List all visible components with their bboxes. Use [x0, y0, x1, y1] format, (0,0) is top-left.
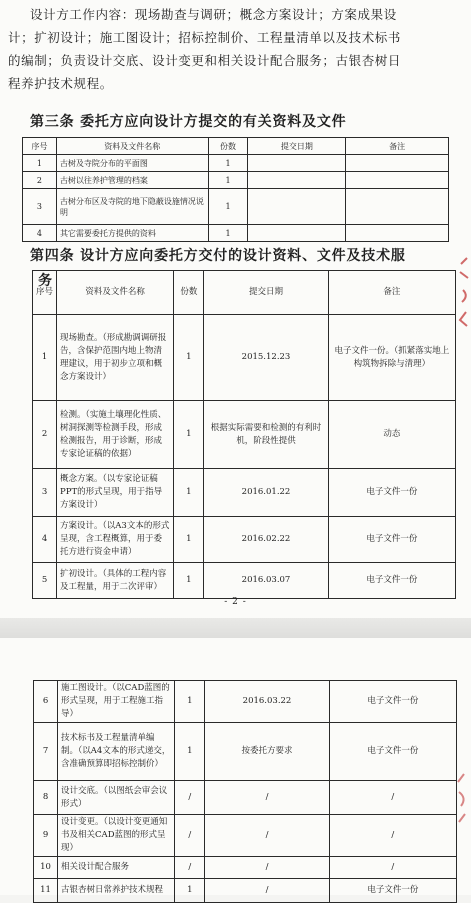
- row-number: 8: [34, 781, 58, 815]
- row-note: 动态: [328, 401, 455, 469]
- article-3-heading: 第三条 委托方应向设计方提交的有关资料及文件: [30, 114, 347, 130]
- row-name: 其它需要委托方提供的资料: [56, 225, 208, 242]
- header-cell: 份数: [174, 271, 204, 315]
- row-number: 4: [23, 225, 57, 242]
- intro-line: 设计方工作内容：现场勘查与调研；概念方案设计；方案成果设: [30, 7, 397, 22]
- row-note: 电子文件一份: [328, 517, 455, 563]
- header-cell: 序号: [23, 138, 57, 155]
- red-stamp-mark: [457, 250, 471, 340]
- row-note: [346, 225, 449, 242]
- row-date: 按委托方要求: [205, 723, 329, 781]
- row-date: 2016.02.22: [204, 517, 328, 563]
- row-name: 古银杏树日常养护技术规程: [58, 879, 175, 903]
- row-number: 2: [23, 172, 57, 189]
- row-name: 施工图设计。（以CAD蓝图的形式呈现，用于工程施工指导）: [58, 681, 175, 723]
- intro-paragraph: [8, 3, 455, 95]
- row-note: 电子文件一份: [328, 563, 455, 599]
- row-number: 4: [33, 517, 57, 563]
- row-copies: 1: [208, 172, 248, 189]
- page-number: - 2 -: [224, 597, 247, 607]
- row-name: 古树分布区及寺院的地下隐蔽设施情况说明: [56, 189, 208, 225]
- row-date: /: [205, 857, 329, 879]
- row-number: 1: [23, 155, 57, 172]
- row-date: 2016.01.22: [204, 469, 328, 517]
- row-name: 现场勘查。（形成勘调调研报告，含保护范围内地上物清理建议，用于初步立项和概念方案设计）: [57, 315, 174, 401]
- header-cell: 资料及文件名称: [57, 271, 174, 315]
- row-copies: /: [175, 781, 205, 815]
- table-row: [23, 189, 449, 225]
- page-separator: [0, 618, 471, 638]
- row-number: 11: [34, 879, 58, 903]
- row-name: 方案设计。（以A3文本的形式呈现，含工程概算，用于委托方进行资金申请）: [57, 517, 174, 563]
- row-copies: 1: [175, 681, 205, 723]
- row-date: /: [205, 879, 329, 903]
- table-header-row: [33, 271, 456, 315]
- row-name: 检测。（实施土壤理化性质、树洞探测等检测手段，形成检测报告，用于诊断，形成专家论证稿的依据）: [57, 401, 174, 469]
- header-cell: 提交日期: [204, 271, 328, 315]
- table-row: [23, 225, 449, 242]
- row-copies: 1: [208, 225, 248, 242]
- header-cell: 份数: [208, 138, 248, 155]
- row-note: [346, 155, 449, 172]
- table-row: [34, 815, 457, 857]
- row-copies: 1: [174, 401, 204, 469]
- header-cell: 提交日期: [248, 138, 346, 155]
- red-stamp-mark: [455, 768, 469, 828]
- row-note: /: [329, 815, 456, 857]
- row-copies: 1: [174, 469, 204, 517]
- row-name: 设计变更。（以设计变更通知书及相关CAD蓝图的形式呈现）: [58, 815, 175, 857]
- table-row: [34, 781, 457, 815]
- table-row: [34, 681, 457, 723]
- row-number: 5: [33, 563, 57, 599]
- row-note: /: [329, 781, 456, 815]
- header-cell: 备注: [346, 138, 449, 155]
- article-3-table: [22, 137, 449, 242]
- row-date: 2015.12.23: [204, 315, 328, 401]
- row-note: 电子文件一份: [329, 879, 456, 903]
- table-row: [33, 315, 456, 401]
- row-date: 2016.03.22: [205, 681, 329, 723]
- row-number: 9: [34, 815, 58, 857]
- header-cell: 备注: [328, 271, 455, 315]
- row-date: /: [205, 815, 329, 857]
- row-date: 2016.03.07: [204, 563, 328, 599]
- article-4-table: [32, 270, 456, 599]
- row-date: [248, 189, 346, 225]
- row-number: 3: [33, 469, 57, 517]
- row-number: 2: [33, 401, 57, 469]
- row-copies: /: [175, 857, 205, 879]
- row-number: 7: [34, 723, 58, 781]
- table-row: [33, 517, 456, 563]
- header-cell: 序号: [33, 271, 57, 315]
- article-4-heading-line: 务: [38, 273, 53, 289]
- article-4-table-continued: [33, 680, 457, 903]
- row-number: 10: [34, 857, 58, 879]
- row-date: /: [205, 781, 329, 815]
- row-note: 电子文件一份: [329, 723, 456, 781]
- table-row: [33, 563, 456, 599]
- row-note: 电子文件一份。（抓紧落实地上构筑物拆除与清理）: [328, 315, 455, 401]
- row-name: 古树及寺院分布的平面图: [56, 155, 208, 172]
- article-4-heading-line: 第四条 设计方应向委托方交付的设计资料、文件及技术服: [30, 248, 406, 264]
- table-header-row: [23, 138, 449, 155]
- row-copies: 1: [208, 189, 248, 225]
- row-note: /: [329, 857, 456, 879]
- row-number: 6: [34, 681, 58, 723]
- row-copies: 1: [208, 155, 248, 172]
- table-row: [23, 155, 449, 172]
- row-copies: 1: [175, 879, 205, 903]
- row-name: 概念方案。（以专家论证稿PPT的形式呈现，用于指导方案设计）: [57, 469, 174, 517]
- table-row: [34, 857, 457, 879]
- table-row: [34, 879, 457, 903]
- table-row: [33, 469, 456, 517]
- row-name: 技术标书及工程量清单编制。（以A4文本的形式递交，含准确预算即招标控制价）: [58, 723, 175, 781]
- row-copies: 1: [174, 563, 204, 599]
- row-date: 根据实际需要和检测的有利时机，阶段性提供: [204, 401, 328, 469]
- intro-line: 的编制；负责设计交底、设计变更和相关设计配合服务；古银杏树日: [8, 53, 402, 68]
- table-row: [34, 723, 457, 781]
- header-cell: 资料及文件名称: [56, 138, 208, 155]
- row-copies: 1: [174, 315, 204, 401]
- intro-line: 程养护技术规程。: [8, 76, 113, 91]
- row-note: 电子文件一份: [329, 681, 456, 723]
- row-copies: 1: [174, 517, 204, 563]
- row-note: 电子文件一份: [328, 469, 455, 517]
- table-row: [33, 401, 456, 469]
- row-name: 设计交底。（以图纸会审会议形式）: [58, 781, 175, 815]
- table-row: [23, 172, 449, 189]
- row-copies: 1: [175, 723, 205, 781]
- row-date: [248, 225, 346, 242]
- row-date: [248, 172, 346, 189]
- row-note: [346, 189, 449, 225]
- row-name: 相关设计配合服务: [58, 857, 175, 879]
- row-note: [346, 172, 449, 189]
- row-date: [248, 155, 346, 172]
- intro-line: 计；扩初设计；施工图设计；招标控制价、工程量清单以及技术标书: [8, 30, 402, 45]
- row-copies: /: [175, 815, 205, 857]
- row-number: 1: [33, 315, 57, 401]
- row-name: 扩初设计。（具体的工程内容及工程量，用于二次评审）: [57, 563, 174, 599]
- row-name: 古树以往养护管理的档案: [56, 172, 208, 189]
- row-number: 3: [23, 189, 57, 225]
